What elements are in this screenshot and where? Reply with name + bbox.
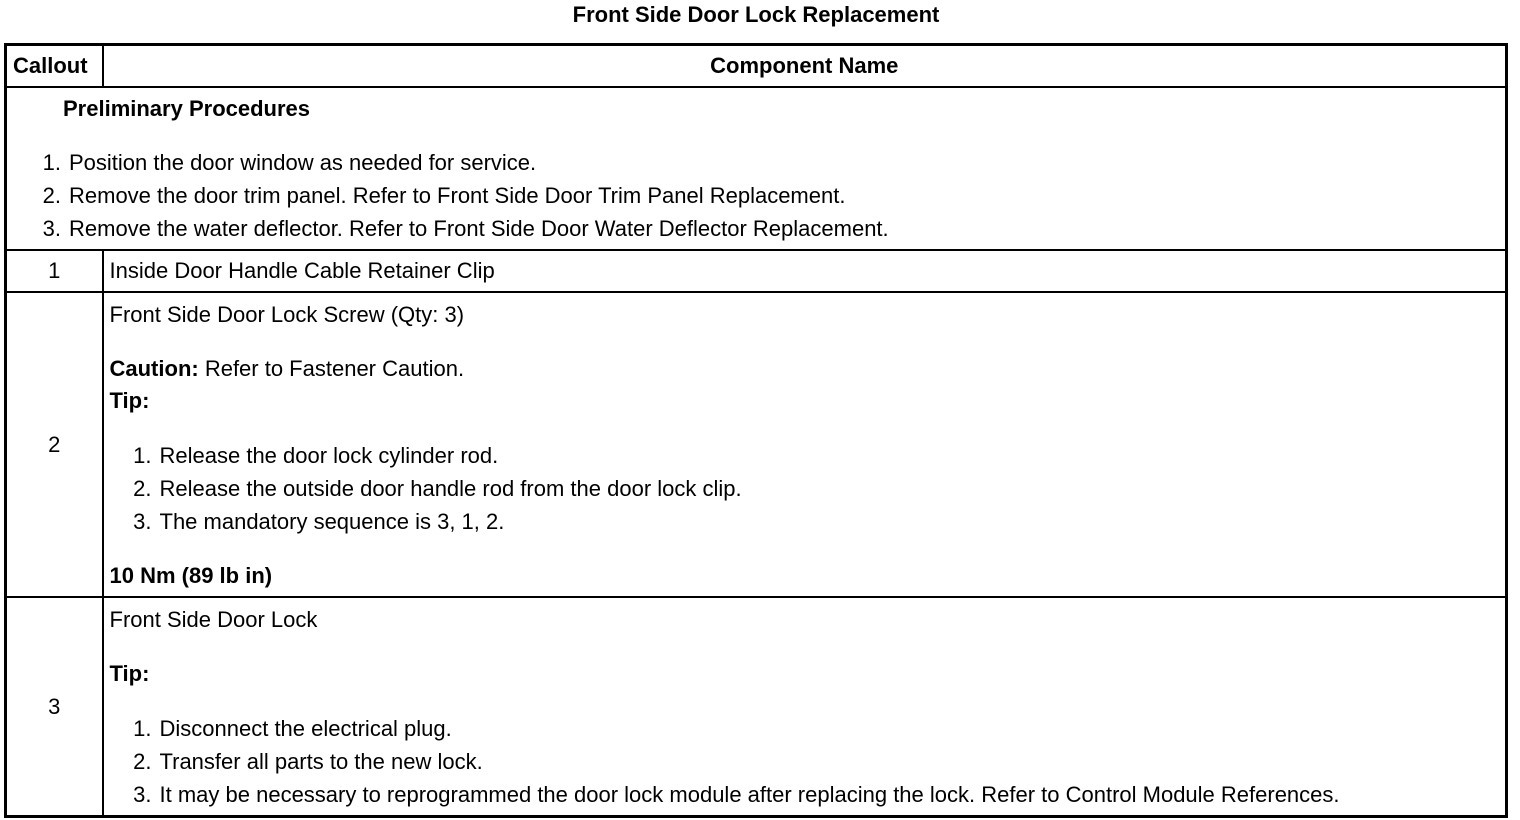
step-text: Position the door window as needed for service.	[69, 150, 537, 175]
step-number: 3.	[133, 782, 152, 807]
preliminary-step	[7, 179, 1505, 212]
table-row	[6, 292, 1507, 597]
preliminary-steps	[7, 146, 1505, 245]
caution-label: Caution:	[109, 356, 199, 381]
procedure-table	[4, 43, 1508, 818]
table-header-row	[6, 45, 1507, 88]
step-number: 3.	[42, 216, 61, 241]
preliminary-title: Preliminary Procedures	[63, 96, 311, 121]
tip-step	[110, 439, 1506, 472]
tip-label: Tip:	[109, 661, 150, 686]
preliminary-step	[7, 146, 1505, 179]
callout-number: 3	[6, 597, 103, 817]
tip-step	[110, 712, 1506, 745]
caution-note	[110, 353, 1506, 385]
component-name: Front Side Door Lock Screw (Qty: 3)	[109, 302, 465, 327]
tip-steps	[110, 439, 1506, 538]
tip-step	[110, 778, 1506, 811]
component-name-header: Component Name	[103, 45, 1507, 88]
step-text: Transfer all parts to the new lock.	[159, 749, 483, 774]
tip-step	[110, 505, 1506, 538]
callout-number: 2	[6, 292, 103, 597]
step-number: 1.	[133, 443, 152, 468]
torque-spec: 10 Nm (89 lb in)	[109, 563, 273, 588]
step-text: Release the outside door handle rod from the door lock clip.	[159, 476, 742, 501]
tip-steps	[110, 712, 1506, 811]
step-text: The mandatory sequence is 3, 1, 2.	[159, 509, 505, 534]
component-cell	[103, 292, 1507, 597]
step-text: Remove the water deflector. Refer to Front Side Door Water Deflector Replacement.	[69, 216, 889, 241]
step-number: 2.	[133, 749, 152, 774]
step-text: Remove the door trim panel. Refer to Front Side Door Trim Panel Replacement.	[69, 183, 846, 208]
preliminary-cell	[6, 87, 1507, 250]
step-text: Disconnect the electrical plug.	[159, 716, 452, 741]
tip-label: Tip:	[109, 388, 150, 413]
preliminary-step	[7, 212, 1505, 245]
step-number: 2.	[42, 183, 61, 208]
component-cell	[103, 597, 1507, 817]
document-title: Front Side Door Lock Replacement	[572, 2, 940, 27]
step-number: 3.	[133, 509, 152, 534]
step-text: Release the door lock cylinder rod.	[159, 443, 499, 468]
step-text: It may be necessary to reprogrammed the door lock module after replacing the lock. Refer to Control Module References.	[159, 782, 1340, 807]
step-number: 2.	[133, 476, 152, 501]
callout-number: 1	[6, 250, 103, 292]
tip-step	[110, 745, 1506, 778]
component-name: Front Side Door Lock	[109, 607, 318, 632]
callout-header: Callout	[6, 45, 103, 88]
step-number: 1.	[133, 716, 152, 741]
caution-text: Refer to Fastener Caution.	[198, 356, 465, 381]
preliminary-row	[6, 87, 1507, 250]
table-row	[6, 597, 1507, 817]
tip-step	[110, 472, 1506, 505]
component-name: Inside Door Handle Cable Retainer Clip	[103, 250, 1507, 292]
step-number: 1.	[42, 150, 61, 175]
table-row	[6, 250, 1507, 292]
